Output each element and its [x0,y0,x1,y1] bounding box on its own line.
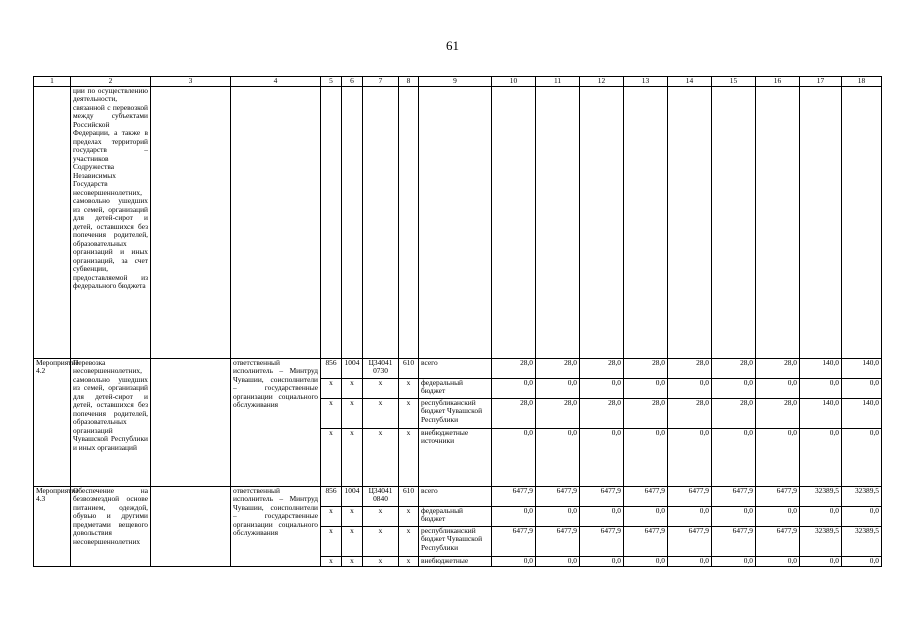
empty-cell [399,86,419,358]
grbs-code: 856 [321,486,342,506]
value-cell: 28,0 [668,358,712,378]
empty-cell [800,86,842,358]
value-cell: 28,0 [624,398,668,428]
empty-cell [668,86,712,358]
header-cell: 3 [151,77,231,87]
empty-cell [712,86,756,358]
value-cell: 6477,9 [624,526,668,556]
value-cell: 0,0 [492,428,536,486]
value-cell: 0,0 [712,378,756,398]
budget-table [33,76,882,567]
value-cell: 0,0 [492,378,536,398]
header-cell: 13 [624,77,668,87]
empty-cell [151,86,231,358]
target-article: х [363,556,399,566]
value-cell: 0,0 [624,506,668,526]
value-cell: 0,0 [536,378,580,398]
value-cell: 0,0 [756,556,800,566]
target-article: х [363,506,399,526]
grbs-code: х [321,398,342,428]
value-cell: 6477,9 [712,526,756,556]
section-code: 1004 [342,486,363,506]
section-code: х [342,428,363,486]
value-cell: 28,0 [536,398,580,428]
expense-type: х [399,428,419,486]
value-cell: 0,0 [756,506,800,526]
measure-code: Мероприятие 4.2 [34,358,71,486]
header-cell: 2 [71,77,151,87]
continuation-row [34,86,882,358]
value-cell: 6477,9 [756,526,800,556]
funding-source: республиканский бюджет Чувашской Республики [419,526,492,556]
expense-type: х [399,398,419,428]
target-article: х [363,428,399,486]
value-cell: 0,0 [842,378,882,398]
empty-cell [536,86,580,358]
target-article: Ц34041 0840 [363,486,399,506]
expense-type: 610 [399,486,419,506]
expense-type: х [399,556,419,566]
grbs-code: х [321,556,342,566]
header-cell: 8 [399,77,419,87]
measure-code: Мероприятие 4.3 [34,486,71,566]
value-cell: 0,0 [756,378,800,398]
header-cell: 15 [712,77,756,87]
funding-source: внебюджетные [419,556,492,566]
page-number: 61 [446,38,459,53]
value-cell: 32389,5 [800,486,842,506]
expense-type: х [399,506,419,526]
grbs-code: х [321,526,342,556]
value-cell: 140,0 [800,358,842,378]
value-cell: 0,0 [842,506,882,526]
header-cell: 6 [342,77,363,87]
value-cell: 0,0 [668,556,712,566]
value-cell: 0,0 [668,506,712,526]
header-cell: 5 [321,77,342,87]
expense-type: х [399,378,419,398]
measure-name: Обеспечение на безвозмездной основе питанием, одеждой, обувью и другими предметами вещевого довольствия несовершеннолетних [71,486,151,566]
value-cell: 6477,9 [536,486,580,506]
header-cell: 14 [668,77,712,87]
measure-name-continuation: ции по осуществлению деятельности, связанной с перевозкой между субъектами Российской Федерации, а также в пределах территорий государств – участников Содружества Независимых Государств несовершеннолетних, самовольно ушедших из семей, организаций для детей-сирот и детей, оставшихся без попечения родителей, образовательных организаций и иных организаций, за счет субвенции, предоставляемой из федерального бюджета [71,86,151,358]
value-cell: 0,0 [756,428,800,486]
value-cell: 0,0 [536,506,580,526]
expense-type: 610 [399,358,419,378]
value-cell: 0,0 [842,428,882,486]
value-cell: 28,0 [624,358,668,378]
value-cell: 0,0 [712,428,756,486]
grbs-code: х [321,428,342,486]
empty-cell [363,86,399,358]
measure-executor: ответственный исполнитель – Минтруд Чувашии, соисполнители – государственные организации социального обслуживания [231,486,321,566]
empty-cell [34,86,71,358]
measure-executor: ответственный исполнитель – Минтруд Чувашии, соисполнители – государственные организации социального обслуживания [231,358,321,486]
value-cell: 0,0 [492,506,536,526]
empty-cell [321,86,342,358]
value-cell: 0,0 [800,506,842,526]
value-cell: 0,0 [624,428,668,486]
target-article: х [363,398,399,428]
value-cell: 28,0 [712,358,756,378]
funding-source: всего [419,358,492,378]
value-cell: 140,0 [842,398,882,428]
value-cell: 28,0 [536,358,580,378]
empty-cell [231,86,321,358]
funding-source: всего [419,486,492,506]
section-code: х [342,506,363,526]
empty-cell [580,86,624,358]
value-cell: 0,0 [580,378,624,398]
header-cell: 10 [492,77,536,87]
target-article: х [363,378,399,398]
section-code: 1004 [342,358,363,378]
value-cell: 6477,9 [668,526,712,556]
value-cell: 0,0 [842,556,882,566]
expense-type: х [399,526,419,556]
value-cell: 0,0 [624,556,668,566]
value-cell: 0,0 [492,556,536,566]
value-cell: 6477,9 [580,526,624,556]
grbs-code: 856 [321,358,342,378]
value-cell: 0,0 [580,506,624,526]
value-cell: 28,0 [580,398,624,428]
header-row [34,77,882,87]
section-code: х [342,556,363,566]
table-row [34,486,882,506]
value-cell: 28,0 [712,398,756,428]
funding-source: внебюджетные источники [419,428,492,486]
value-cell: 28,0 [756,358,800,378]
value-cell: 32389,5 [842,526,882,556]
value-cell: 6477,9 [624,486,668,506]
section-code: х [342,526,363,556]
measure-name: Перевозка несовершеннолетних, самовольно ушедших из семей, организаций для детей-сирот и детей, оставшихся без попечения родителей, образовательных организаций Чувашской Республики и иных организаций [71,358,151,486]
value-cell: 6477,9 [536,526,580,556]
empty-cell [419,86,492,358]
funding-source: федеральный бюджет [419,506,492,526]
empty-cell [492,86,536,358]
funding-source: республиканский бюджет Чувашской Республики [419,398,492,428]
value-cell: 28,0 [580,358,624,378]
empty-cell [624,86,668,358]
value-cell: 28,0 [492,358,536,378]
value-cell: 6477,9 [580,486,624,506]
value-cell: 0,0 [580,556,624,566]
value-cell: 0,0 [800,378,842,398]
empty-cell [842,86,882,358]
header-cell: 1 [34,77,71,87]
value-cell: 0,0 [668,378,712,398]
value-cell: 28,0 [756,398,800,428]
value-cell: 140,0 [800,398,842,428]
header-cell: 7 [363,77,399,87]
empty-cell [151,486,231,566]
value-cell: 0,0 [580,428,624,486]
value-cell: 6477,9 [492,526,536,556]
target-article: Ц34041 0730 [363,358,399,378]
header-cell: 12 [580,77,624,87]
empty-cell [342,86,363,358]
target-article: х [363,526,399,556]
value-cell: 0,0 [712,556,756,566]
value-cell: 32389,5 [800,526,842,556]
section-code: х [342,398,363,428]
section-code: х [342,378,363,398]
value-cell: 0,0 [624,378,668,398]
header-cell: 18 [842,77,882,87]
grbs-code: х [321,378,342,398]
funding-source: федеральный бюджет [419,378,492,398]
value-cell: 0,0 [536,428,580,486]
value-cell: 6477,9 [492,486,536,506]
value-cell: 0,0 [536,556,580,566]
value-cell: 0,0 [800,556,842,566]
grbs-code: х [321,506,342,526]
value-cell: 140,0 [842,358,882,378]
value-cell: 6477,9 [712,486,756,506]
value-cell: 0,0 [668,428,712,486]
header-cell: 4 [231,77,321,87]
value-cell: 28,0 [668,398,712,428]
table-row [34,358,882,378]
header-cell: 9 [419,77,492,87]
value-cell: 0,0 [800,428,842,486]
value-cell: 6477,9 [668,486,712,506]
header-cell: 17 [800,77,842,87]
value-cell: 6477,9 [756,486,800,506]
empty-cell [151,358,231,486]
header-cell: 11 [536,77,580,87]
empty-cell [756,86,800,358]
value-cell: 28,0 [492,398,536,428]
value-cell: 0,0 [712,506,756,526]
header-cell: 16 [756,77,800,87]
value-cell: 32389,5 [842,486,882,506]
